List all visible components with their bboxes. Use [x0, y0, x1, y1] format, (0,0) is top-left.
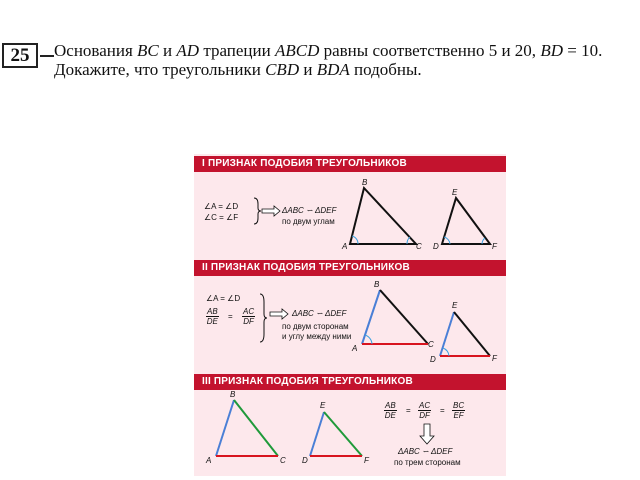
frac-denominator: DE	[384, 411, 396, 420]
math-bd: BD	[540, 41, 563, 60]
diagram-svg	[194, 154, 506, 476]
text-fragment: равны соответственно 5 и 20,	[319, 41, 541, 60]
s1-label-b: B	[362, 178, 368, 187]
section-2-arrow	[270, 309, 288, 319]
task-statement	[54, 41, 634, 79]
task-number: 25	[2, 43, 38, 68]
frac-numerator: AB	[385, 401, 396, 410]
section-2-arc-d	[443, 348, 449, 356]
section-3-side-de	[310, 412, 324, 456]
section-1-triangle-def	[442, 198, 490, 244]
section-3-title: III ПРИЗНАК ПОДОБИЯ ТРЕУГОЛЬНИКОВ	[194, 374, 506, 390]
section-3-frac1	[384, 401, 397, 420]
s3-label-a: A	[206, 456, 212, 465]
text-fragment: = 10.	[562, 41, 603, 60]
section-1-arc-d	[444, 237, 450, 244]
section-3-frac3	[452, 401, 465, 420]
s1-label-e: E	[452, 188, 458, 197]
section-3-side-ef	[324, 412, 362, 456]
s1-label-d: D	[433, 242, 439, 251]
s2-label-b: B	[374, 280, 380, 289]
s1-label-c: C	[416, 242, 422, 251]
task-line-1	[54, 41, 634, 60]
frac-numerator: AB	[207, 307, 218, 316]
section-2-title: II ПРИЗНАК ПОДОБИЯ ТРЕУГОЛЬНИКОВ	[194, 260, 506, 276]
section-1-brace	[254, 198, 261, 224]
section-2-arc-a	[365, 335, 372, 344]
frac-denominator: DF	[419, 411, 430, 420]
math-abcd: ABCD	[274, 41, 320, 60]
text-fragment: Докажите, что треугольники	[54, 60, 266, 79]
section-1-arc-a	[352, 236, 358, 244]
section-1-arc-c	[407, 237, 410, 244]
s2-label-d: D	[430, 355, 436, 364]
math-bda: BDA	[316, 60, 350, 79]
section-1-triangle-abc	[350, 188, 416, 244]
section-3-eq1: =	[406, 406, 411, 415]
similarity-criteria-panel	[194, 154, 506, 476]
section-2-brace	[260, 294, 267, 342]
s1-label-a: A	[342, 242, 348, 251]
frac-numerator: AC	[419, 401, 431, 410]
text-fragment: Основания	[54, 41, 138, 60]
s2-label-a: A	[352, 344, 358, 353]
text-fragment: и	[299, 60, 317, 79]
section-3-note: по трем сторонам	[394, 458, 461, 467]
s2-label-c: C	[428, 340, 434, 349]
frac-numerator: AC	[243, 307, 255, 316]
text-fragment: и	[158, 41, 177, 60]
task-number-connector	[40, 55, 54, 57]
section-1-cond1: ∠A = ∠D	[204, 202, 239, 211]
section-2-frac2	[242, 307, 255, 326]
section-2-side-ab	[362, 290, 380, 344]
frac-denominator: DE	[206, 317, 218, 326]
section-1-title: I ПРИЗНАК ПОДОБИЯ ТРЕУГОЛЬНИКОВ	[194, 156, 506, 172]
text-fragment: трапеции	[199, 41, 275, 60]
section-2-frac1	[206, 307, 219, 326]
frac-numerator: BC	[453, 401, 465, 410]
section-2-side-ef	[454, 312, 490, 356]
frac-denominator: DF	[243, 317, 254, 326]
section-2-result: ΔABC ∽ ΔDEF	[292, 309, 347, 318]
math-bc: BC	[137, 41, 159, 60]
section-3-side-bc	[234, 400, 278, 456]
section-1-cond2: ∠C = ∠F	[204, 213, 239, 222]
s2-label-f: F	[492, 354, 497, 363]
section-2-note1: по двум сторонам	[282, 322, 349, 331]
section-2-note2: и углу между ними	[282, 332, 352, 341]
section-3-eq2: =	[440, 406, 445, 415]
section-3-side-ab	[216, 400, 234, 456]
s3-label-c: C	[280, 456, 286, 465]
section-2-side-de	[440, 312, 454, 356]
math-ad: AD	[176, 41, 200, 60]
section-2-side-bc	[380, 290, 428, 344]
section-2-cond1: ∠A = ∠D	[206, 294, 241, 303]
s3-label-d: D	[302, 456, 308, 465]
task-line-2	[54, 60, 634, 79]
s1-label-f: F	[492, 242, 497, 251]
s3-label-e: E	[320, 401, 326, 410]
section-1-arrow	[262, 206, 280, 216]
text-fragment: подобны.	[349, 60, 422, 79]
math-cbd: CBD	[265, 60, 300, 79]
s3-label-f: F	[364, 456, 369, 465]
s2-label-e: E	[452, 301, 458, 310]
section-3-result: ΔABC ∽ ΔDEF	[398, 447, 453, 456]
section-3-down-arrow	[420, 424, 434, 444]
s3-label-b: B	[230, 390, 236, 399]
frac-denominator: EF	[453, 411, 464, 420]
section-1-note: по двум углам	[282, 217, 335, 226]
section-3-frac2	[418, 401, 431, 420]
section-2-eq: =	[228, 312, 233, 321]
section-1-result: ΔABC ∽ ΔDEF	[282, 206, 337, 215]
